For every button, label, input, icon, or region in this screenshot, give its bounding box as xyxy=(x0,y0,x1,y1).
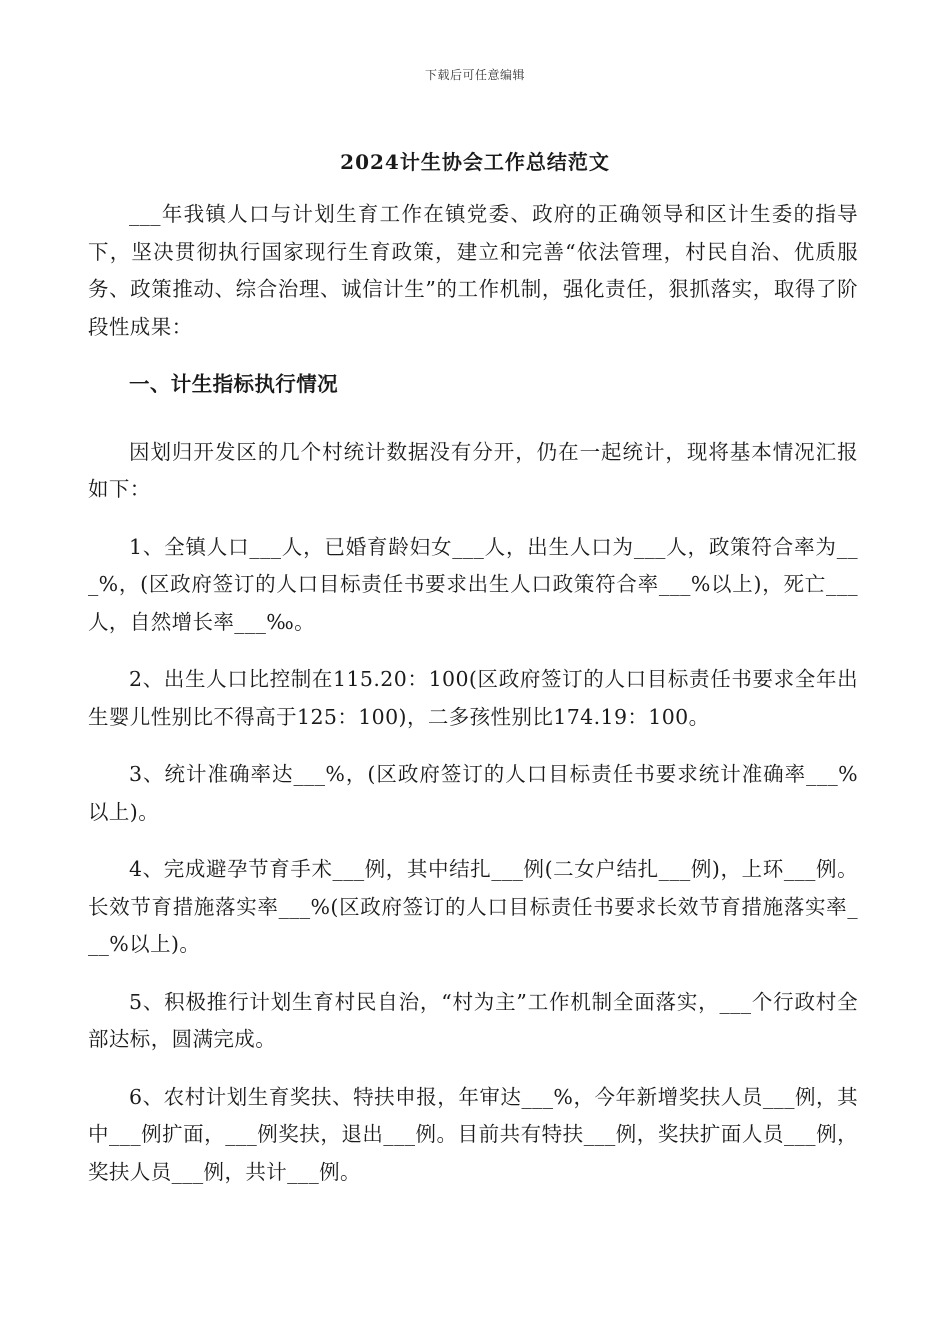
section-heading: 一、计生指标执行情况 xyxy=(129,372,338,396)
list-item-2: 2、出生人口比控制在115.20：100(区政府签订的人口目标责任书要求全年出生婴儿性别比不得高于125：100)，二多孩性别比174.19：100。 xyxy=(88,667,858,729)
list-item-4: 4、完成避孕节育手术___例，其中结扎___例(二女户结扎___例)，上环___例。长效节育措施落实率___%(区政府签订的人口目标责任书要求长效节育措施落实率___%以上)。 xyxy=(88,857,858,956)
document-body xyxy=(88,196,858,1211)
list-item-3: 3、统计准确率达___%，(区政府签订的人口目标责任书要求统计准确率___%以上)。 xyxy=(88,762,858,824)
header-note: 下载后可任意编辑 xyxy=(424,68,525,82)
list-item-6: 6、农村计划生育奖扶、特扶申报，年审达___%，今年新增奖扶人员___例，其中___例扩面，___例奖扶，退出___例。目前共有特扶___例，奖扶扩面人员___例，奖扶人员___例，共计___例。 xyxy=(88,1084,858,1184)
list-item-1: 1、全镇人口___人，已婚育龄妇女___人，出生人口为___人，政策符合率为___%，(区政府签订的人口目标责任书要求出生人口政策符合率___%以上)，死亡___人，自然增长率___‰。 xyxy=(88,534,858,634)
section-lead-paragraph: 因划归开发区的几个村统计数据没有分开，仍在一起统计，现将基本情况汇报如下： xyxy=(88,439,858,501)
intro-paragraph: ___年我镇人口与计划生育工作在镇党委、政府的正确领导和区计生委的指导下，坚决贯彻执行国家现行生育政策，建立和完善“依法管理，村民自治、优质服务、政策推动、综合治理、诚信计生”的工作机制，强化责任，狠抓落实，取得了阶段性成果： xyxy=(88,202,858,339)
list-item-5: 5、积极推行计划生育村民自治，“村为主”工作机制全面落实，___个行政村全部达标，圆满完成。 xyxy=(88,989,858,1051)
document-title: 2024计生协会工作总结范文 xyxy=(340,150,610,174)
